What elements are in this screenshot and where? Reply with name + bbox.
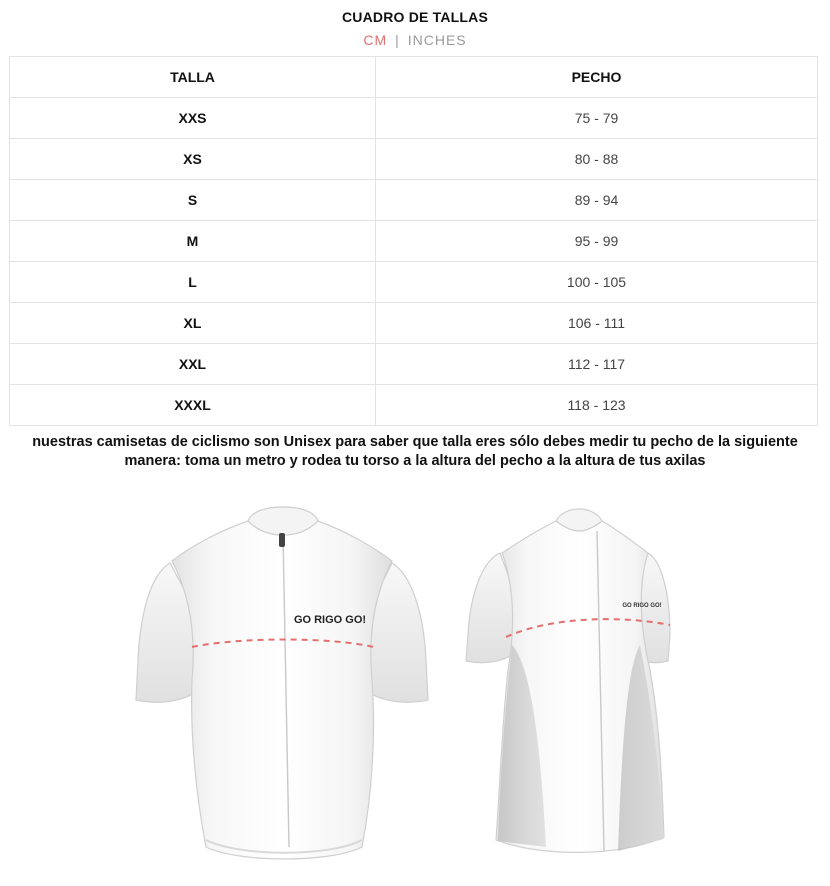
measurement-instructions: nuestras camisetas de ciclismo son Unisex para saber que talla eres sólo debes medir tu pecho de la siguiente manera: toma un metro y rodea tu torso a la altura del pecho a la altura de tus axilas [32,434,798,469]
jersey-illustration [0,495,830,886]
table-row [10,221,818,262]
table-row [10,303,818,344]
size-cell: XL [10,303,376,344]
mens-logo: GO RIGO GO! [293,614,367,626]
column-header-size: TALLA [10,57,376,98]
unit-cm-option[interactable]: CM [363,32,388,48]
unit-separator: | [395,32,400,48]
size-chart-table [9,56,818,426]
unit-toggle [0,32,830,48]
chest-cell: 106 - 111 [376,303,818,344]
size-cell: S [10,180,376,221]
table-row [10,385,818,426]
chest-cell: 118 - 123 [376,385,818,426]
unit-inches-option[interactable]: INCHES [407,32,467,48]
chest-cell: 95 - 99 [376,221,818,262]
page-title: CUADRO DE TALLAS [341,9,489,25]
mens-zipper-pull [279,533,285,547]
womens-jersey [466,509,670,852]
womens-logo: GO RIGO GO! [622,603,662,609]
table-header-row [10,57,818,98]
size-cell: M [10,221,376,262]
size-cell: XS [10,139,376,180]
table-row [10,344,818,385]
mens-jersey [136,507,428,859]
column-header-chest: PECHO [376,57,818,98]
chest-cell: 89 - 94 [376,180,818,221]
mens-jersey-body [172,521,392,859]
table-row [10,180,818,221]
table-row [10,139,818,180]
chest-cell: 100 - 105 [376,262,818,303]
size-cell: XXS [10,98,376,139]
size-cell: XXL [10,344,376,385]
chest-cell: 112 - 117 [376,344,818,385]
size-cell: L [10,262,376,303]
chest-cell: 80 - 88 [376,139,818,180]
chest-cell: 75 - 79 [376,98,818,139]
size-cell: XXXL [10,385,376,426]
table-row [10,98,818,139]
table-row [10,262,818,303]
